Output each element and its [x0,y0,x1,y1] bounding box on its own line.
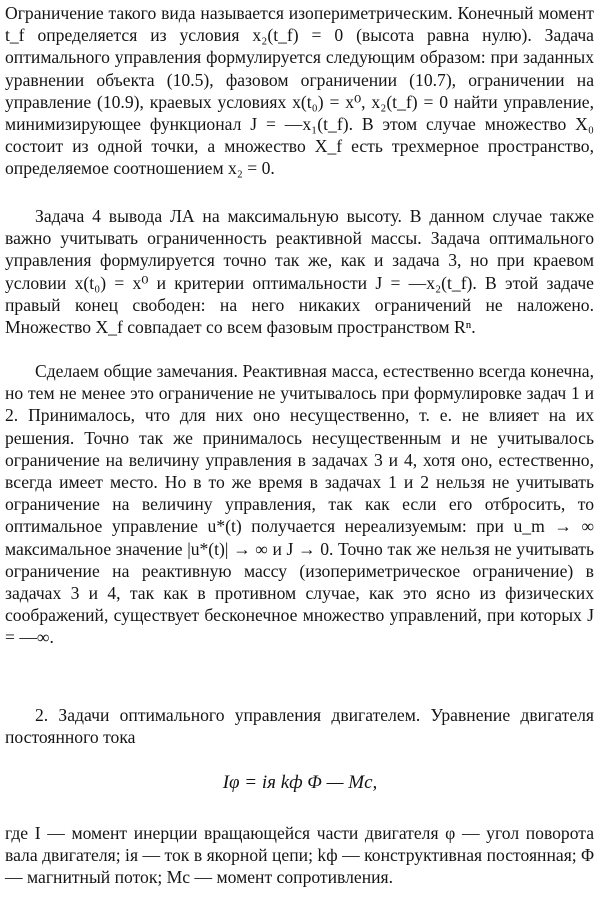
paragraph-task-4 [5,205,594,338]
section-heading-text: 2. Задачи оптимального управления двигателем. Уравнение двигателя постоянного тока [5,705,594,748]
paragraph-text: Сделаем общие замечания. Реактивная масса, естественно всегда конечна, но тем не менее это ограничение не учитывалось при формулировке задач 1 и 2. Принималось, что для них оно несущественно, т. е. не влияет на их решения. Точно так же принималось несущественным и не учитывалось ограничение на величину управления в задачах 3 и 4, хотя оно, естественно, всегда имеет место. Но в то же время в задачах 1 и 2 нельзя не учитывать ограничение на величину управления, так как если его отбросить, то оптимальное управление u*(t) получается нереализуемым: при u_m → ∞ максимальное значение |u*(t)| → ∞ и J → 0. Точно так же нельзя не учитывать ограничение на реактивную массу (изопериметрическое ограничение) в задачах 3 и 4, так как в противном случае, как это ясно из физических соображений, существует бесконечное множество управлений, при которых J = —∞. [5,361,594,648]
paragraph-text: Задача 4 вывода ЛА на максимальную высоту. В данном случае также важно учитывать ограниченность реактивной массы. Задача оптимального управления формулируется точно так же, как и задача 3, но при краевом условии x(t₀) = x⁰ и критерии оптимальности J = —x₂(t_f). В этой задаче правый конец свободен: на него никаких ограничений не наложено. Множество X_f совпадает со всем фазовым пространством Rⁿ. [5,206,594,338]
paragraph-isoperimetric [5,2,594,180]
paragraph-general-remarks [5,360,594,649]
paragraph-text: Ограничение такого вида называется изопериметрическим. Конечный момент t_f определяется из условия x₂(t_f) = 0 (высота равна нулю). Задача оптимального управления формулируется следующим образом: при заданных уравнении объекта (10.5), фазовом ограничении (10.7), ограничении на управление (10.9), краевых условиях x(t₀) = x⁰, x₂(t_f) = 0 найти управление, минимизирующее функционал J = —x₁(t_f). В этом случае множество X₀ состоит из одной точки, а множество X_f есть трехмерное пространство, определяемое соотношением x₂ = 0. [5,3,594,179]
paragraph-motor-variables [5,822,594,889]
paragraph-text: где I — момент инерции вращающейся части двигателя φ — угол поворота вала двигателя; iя — ток в якорной цепи; kф — конструктивная постоянная; Φ — магнитный поток; Mс — момент сопротивления. [5,823,594,888]
motor-equation: Iφ = iя kф Φ — Mс, [222,772,378,793]
section-heading-motor-control [5,704,594,748]
